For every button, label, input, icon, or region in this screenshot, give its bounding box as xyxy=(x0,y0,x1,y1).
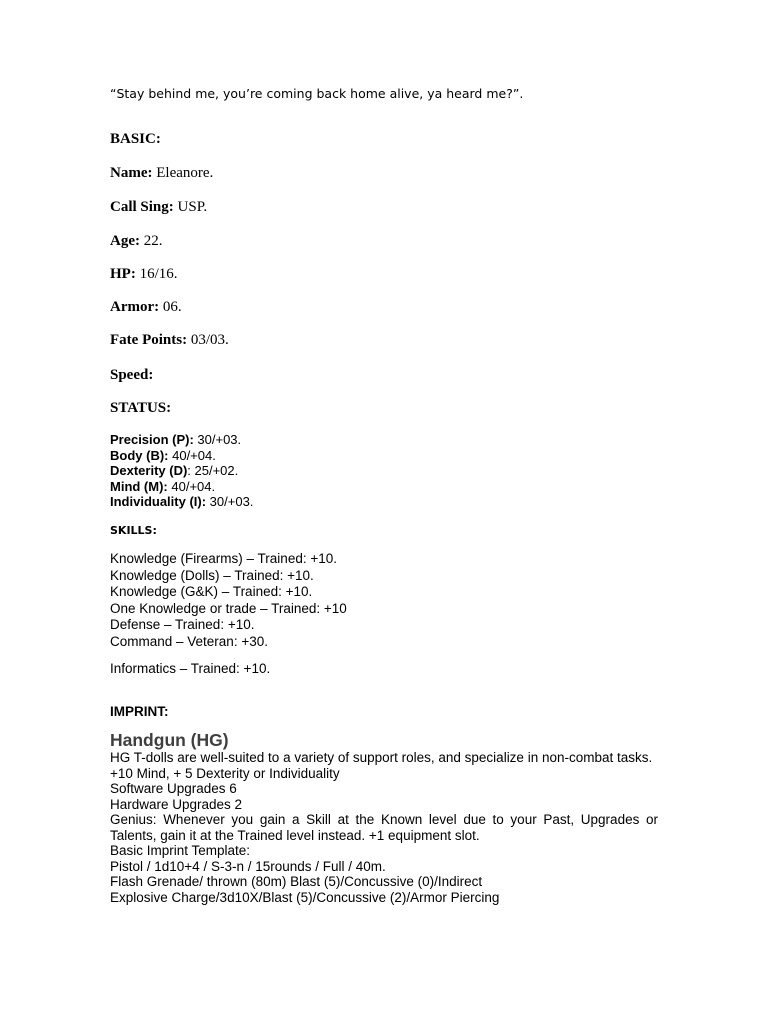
field-label: Call Sing: xyxy=(110,199,174,215)
stat-dexterity: Dexterity (D): 25/+02. xyxy=(110,463,239,478)
skill-item: Command – Veteran: +30. xyxy=(110,633,268,649)
stat-precision: Precision (P): 30/+03. xyxy=(110,432,242,447)
skill-item: Knowledge (Firearms) – Trained: +10. xyxy=(110,551,337,566)
field-label: Armor: xyxy=(110,299,160,315)
imprint-line: Software Upgrades 6 xyxy=(110,781,237,796)
field-age xyxy=(110,232,163,250)
imprint-body xyxy=(110,750,658,905)
stat-individuality: Individuality (I): 30/+03. xyxy=(110,494,254,509)
character-quote: “Stay behind me, you’re coming back home alive, ya heard me?”. xyxy=(110,86,524,101)
skills-heading: SKILLS: xyxy=(110,524,157,537)
imprint-line: Genius: Whenever you gain a Skill at the Known level due to your Past, Upgrades or Talents, gain it at the Trained level instead. +1 equipment slot. xyxy=(110,812,658,843)
imprint-line: Explosive Charge/3d10X/Blast (5)/Concussive (2)/Armor Piercing xyxy=(110,889,500,905)
field-value: USP. xyxy=(173,199,208,215)
status-list xyxy=(110,432,658,510)
skill-item: Knowledge (G&K) – Trained: +10. xyxy=(110,584,313,600)
field-hp xyxy=(110,265,178,283)
imprint-line: Flash Grenade/ thrown (80m) Blast (5)/Concussive (0)/Indirect xyxy=(110,874,483,889)
field-label: Age: xyxy=(110,233,140,249)
field-label: Fate Points: xyxy=(110,332,188,348)
field-value: Eleanore. xyxy=(152,165,214,181)
skill-item: Informatics – Trained: +10. xyxy=(110,661,271,676)
field-value: 03/03. xyxy=(187,332,229,348)
field-call-sign xyxy=(110,198,207,216)
field-label: HP: xyxy=(110,266,136,282)
stat-mind: Mind (M): 40/+04. xyxy=(110,478,216,494)
imprint-line: Pistol / 1d10+4 / S-3-n / 15rounds / Full / 40m. xyxy=(110,858,386,874)
stat-body: Body (B): 40/+04. xyxy=(110,447,216,463)
field-label: Name: xyxy=(110,165,153,181)
field-speed xyxy=(110,366,153,384)
imprint-line: Hardware Upgrades 2 xyxy=(110,796,243,812)
skill-item: Knowledge (Dolls) – Trained: +10. xyxy=(110,567,314,583)
field-value: 06. xyxy=(159,299,182,315)
skill-item: Defense – Trained: +10. xyxy=(110,617,255,633)
field-value: 22. xyxy=(140,233,163,249)
imprint-heading: IMPRINT: xyxy=(110,704,169,719)
imprint-line: +10 Mind, + 5 Dexterity or Individuality xyxy=(110,765,340,781)
field-label: Speed: xyxy=(110,367,154,383)
status-heading: STATUS: xyxy=(110,400,172,416)
imprint-title: Handgun (HG) xyxy=(110,730,229,750)
field-fate-points xyxy=(110,331,229,349)
basic-heading: BASIC: xyxy=(110,131,161,147)
field-armor xyxy=(110,298,182,316)
field-name xyxy=(110,164,213,182)
imprint-line: Basic Imprint Template: xyxy=(110,843,251,858)
skills-list xyxy=(110,551,347,651)
field-value: 16/16. xyxy=(135,266,178,282)
skill-item: One Knowledge or trade – Trained: +10 xyxy=(110,600,347,616)
imprint-line: HG T-dolls are well-suited to a variety of support roles, and specialize in non-combat tasks. xyxy=(110,750,653,765)
